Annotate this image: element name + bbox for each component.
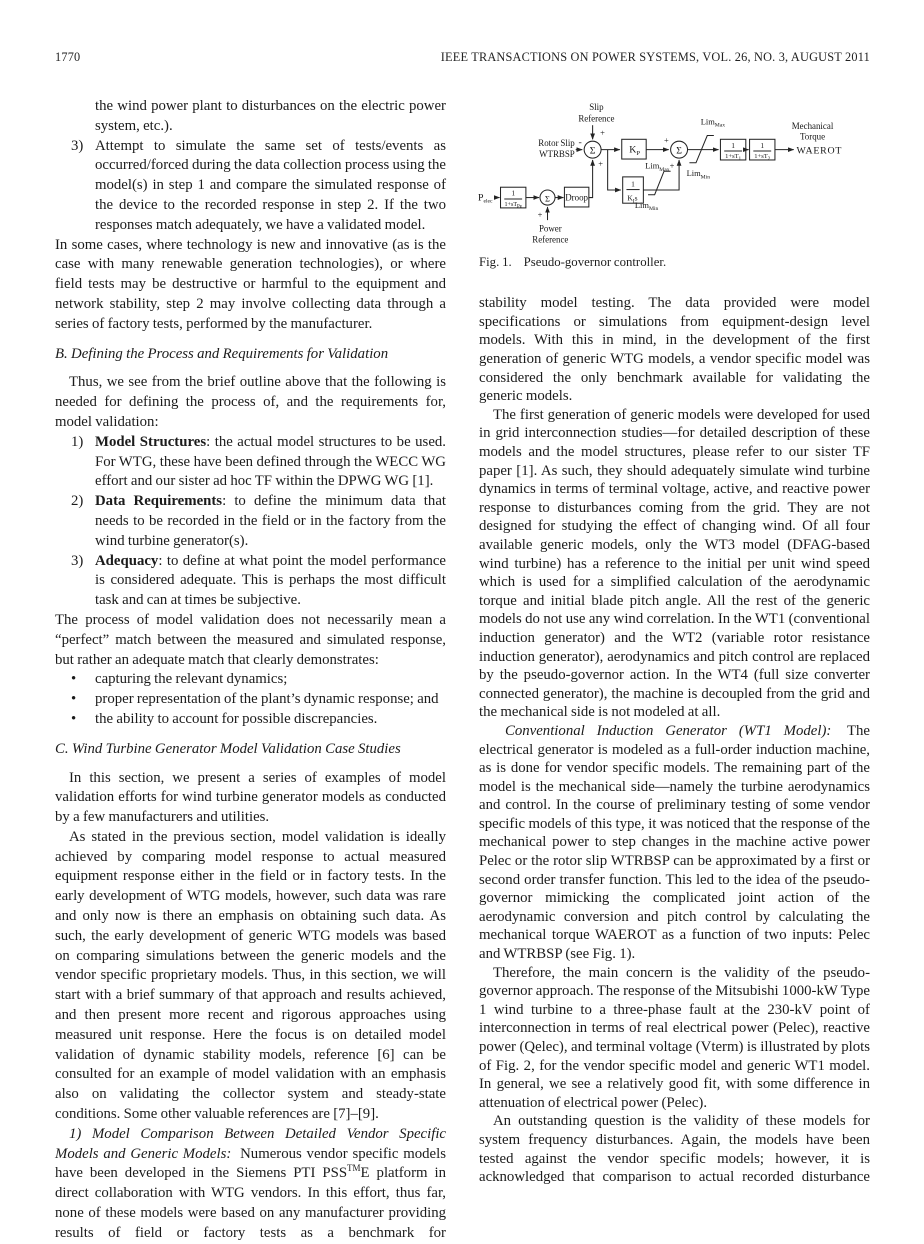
numbered-list-item-1-model-structures bbox=[55, 433, 446, 492]
paragraph-process: The process of model validation does not necessarily mean a “perfect” match between the measured and simulated response, but rather an adequate match that clearly demonstrates: bbox=[55, 611, 446, 668]
svg-text:Torque: Torque bbox=[799, 131, 826, 142]
item-term: Data Requirements bbox=[95, 493, 223, 510]
paragraph-in-this-section: In this section, we present a series of examples of model validation efforts for wind turbine generator models as conducted by a few manufacturers and utilities. bbox=[55, 769, 446, 826]
svg-text:Mechanical: Mechanical bbox=[791, 120, 834, 131]
svg-text:1: 1 bbox=[631, 179, 635, 189]
svg-text:KP: $K_P$ bbox=[629, 144, 641, 157]
svg-text:Σ: Σ bbox=[676, 145, 682, 157]
numbered-list-item-3-adequacy bbox=[55, 552, 446, 611]
paragraph-as-stated: As stated in the previous section, model validation is ideally achieved by comparing model response to actual measured equipment response either in the field or in factory tests. In the early development of WTG models, however, such data was rare and only now is there an emphasis on obtaining such data. As such, the early development of generic WTG models was based on comparing simulations between the generic models and the vendor specific proprietary models. Thus, in this section, we will start with a brief summary of that approach and results achieved, and then present more recent and rigorous approaches using measured unit response. Here the focus is on detailed model validation of dynamic stability models, reference [6] can be consulted for an example of model validation with an emphasis also on validating the collector system and steady-state conditions. Some other valuable references are [7]–[9]. bbox=[55, 828, 446, 1123]
subsection-1-paragraph bbox=[55, 1125, 446, 1244]
item-number: 2) bbox=[71, 493, 84, 510]
svg-text:Pelec: $P_{elec}$ bbox=[477, 192, 493, 205]
numbered-list-item-2-data-requirements bbox=[55, 492, 446, 551]
journal-title: IEEE TRANSACTIONS ON POWER SYSTEMS, VOL. 26, NO. 3, AUGUST 2011 bbox=[440, 50, 870, 64]
bullet-item bbox=[55, 710, 446, 730]
svg-text:1: 1 bbox=[760, 140, 765, 150]
item-number: 3) bbox=[71, 137, 84, 154]
item-text: : to define the minimum data that needs to be recorded in the field or in the factory from the wind turbine generator(s). bbox=[95, 493, 446, 549]
svg-text:1+sT1: $1+sT_1$ bbox=[725, 153, 742, 162]
item-term: Adequacy bbox=[95, 552, 159, 569]
section-heading-c: C. Wind Turbine Generator Model Validation Case Studies bbox=[55, 740, 401, 757]
svg-text:+: + bbox=[598, 158, 604, 169]
svg-text:LimMin: Lim$_{Min}$ bbox=[686, 167, 711, 181]
bullet-item bbox=[55, 690, 446, 710]
svg-text:Droop: Droop bbox=[565, 192, 589, 203]
svg-text:KIs: $K_Is$ bbox=[627, 193, 638, 205]
bullet-text: proper representation of the plant’s dynamic response; and bbox=[95, 691, 439, 708]
subsection-text: E platform in direct collaboration with WTG vendors. In this effort, thus far, none of these models were based on any manufacturer providing results of field or factory tests as a benchmark for bbox=[55, 1165, 446, 1241]
bullet-icon: • bbox=[71, 671, 77, 688]
paragraph-outstanding-question: An outstanding question is the validity of these models for system frequency disturbances. Again, the models have been tested against the vendor specific models; however, it is acknowledged that comparison to actual recorded disturbance bbox=[479, 1113, 870, 1186]
item-text: : to define at what point the model performance is considered adequate. This is perhaps the most difficult task and can at times be subjective. bbox=[95, 552, 446, 609]
paragraph-thus: Thus, we see from the brief outline above that the following is needed for defining the process of, and the requirements for, model validation: bbox=[55, 374, 446, 430]
caption-tag: Fig. 1. bbox=[479, 255, 512, 270]
paragraph-wt1-model bbox=[479, 722, 870, 964]
pelec-input-chain bbox=[478, 187, 539, 209]
bullet-item bbox=[55, 670, 446, 690]
svg-text:Slip: Slip bbox=[589, 102, 604, 113]
bullet-text: the ability to account for possible discrepancies. bbox=[95, 710, 378, 727]
svg-text:Reference: Reference bbox=[578, 113, 615, 124]
item-term: Model Structures bbox=[95, 433, 207, 450]
item-number: 1) bbox=[71, 433, 84, 450]
svg-text:LimMin: Lim$_{Min}$ bbox=[634, 199, 659, 213]
bullet-text: capturing the relevant dynamics; bbox=[95, 671, 288, 688]
left-column bbox=[55, 97, 446, 1244]
page-number: 1770 bbox=[55, 50, 81, 64]
droop-block bbox=[555, 160, 593, 207]
right-column bbox=[479, 97, 870, 1244]
figure-1 bbox=[479, 97, 870, 270]
run-in-heading-wt1: Conventional Induction Generator (WT1 Model): bbox=[505, 722, 832, 739]
item-number: 3) bbox=[71, 552, 84, 569]
svg-text:Σ: Σ bbox=[589, 145, 596, 157]
output-limiter bbox=[687, 116, 726, 180]
lag-block-1 bbox=[720, 139, 748, 161]
fig1-pseudo-governor-diagram bbox=[477, 97, 868, 249]
running-header bbox=[55, 50, 870, 65]
bullet-icon: • bbox=[71, 710, 77, 727]
power-reference-input bbox=[532, 207, 568, 245]
list-item-continuation bbox=[55, 97, 446, 137]
sum-junction-1 bbox=[584, 141, 603, 168]
rotor-slip-input bbox=[538, 137, 582, 159]
mechanical-torque-output bbox=[775, 121, 842, 156]
svg-text:1+sT2: $1+sT_2$ bbox=[754, 153, 771, 162]
svg-text:LimMax: Lim$_{Max}$ bbox=[645, 160, 670, 173]
sum-junction-3 bbox=[671, 141, 688, 158]
numbered-list-item-3 bbox=[55, 137, 446, 236]
svg-text:+: + bbox=[537, 209, 543, 220]
subsection-text: Numerous vendor specific models have been developed in the Siemens PTI PSS bbox=[55, 1145, 446, 1182]
paragraph-stability-model-testing: stability model testing. The data provided were model specifications or simulations from equipment-design level models. With this in mind, in the development of the first generation of generic WTG models, a vendor specific model was considered the only benchmark available for validating the generic models. bbox=[479, 295, 870, 405]
slip-reference-input bbox=[578, 102, 614, 139]
caption-text: Pseudo-governor controller. bbox=[523, 255, 667, 270]
svg-text:-: - bbox=[578, 136, 582, 148]
paragraph-text: the wind power plant to disturbances on the electric power system, etc.). bbox=[95, 98, 446, 134]
svg-text:1: 1 bbox=[731, 140, 735, 150]
two-column-body bbox=[55, 97, 870, 1244]
paragraph-therefore: Therefore, the main concern is the validity of the pseudo-governor approach. The response of the Mitsubishi 1000-kW Type 1 wind turbine to a three-phase fault at the 230-kV point of interconnection in terms of real electrical power (Pelec), reactive power (Qelec), and terminal voltage (Vterm) is illustrated by plots of Fig. 2, for the vendor specific model and generic WT1 model. In general, we see a relatively good fit, with some difference in attenuation of electrical power (Pelec). bbox=[479, 964, 870, 1111]
svg-text:WAEROT: WAEROT bbox=[796, 145, 843, 157]
item-text: : the actual model structures to be used. For WTG, these have been defined through the WECC WG effort and our sister ad hoc TF within the DPWG WG [1]. bbox=[95, 433, 446, 490]
svg-text:+: + bbox=[669, 160, 675, 171]
trademark-superscript: TM bbox=[347, 1163, 361, 1174]
svg-text:Σ: Σ bbox=[545, 193, 550, 204]
svg-text:WTRBSP: WTRBSP bbox=[539, 149, 575, 160]
paragraph-in-some-cases: In some cases, where technology is new and innovative (as is the case with many renewable generation technologies), or where field tests may be destructive or harmful to the equipment and network stability, step 2 may involve collecting data through a series of factory tests, performed by the manufacturer. bbox=[55, 236, 446, 332]
svg-text:Power: Power bbox=[538, 223, 562, 234]
sum-junction-2 bbox=[540, 190, 555, 205]
svg-text:+: + bbox=[600, 127, 605, 138]
bullet-icon: • bbox=[71, 691, 77, 708]
section-heading-b: B. Defining the Process and Requirements for Validation bbox=[55, 345, 389, 362]
paragraph-first-generation: The first generation of generic models were developed for used in grid interconnection studies—for detailed description of these models and the model structures, please refer to our sister TF paper [1]. As such, they should adequately simulate wind turbine dynamics in terms of terminal voltage, active, and reactive power response to disturbances coming from the grid. They are not designed for studying the effect of changing wind. Of all four available generic models, only the WT3 model (DFAG-based wind turbine) has a reference to the initial per unit wind speed which is used for a simplified calculation of the aerodynamic torque and initial blade pitch angle. All the rest of the generic models do not use any wind correlation. In the WT1 (conventional induction generator) and the WT2 (variable rotor resistance induction generator), aerodynamics and pitch control are replaced by the pseudo-governor action. In the WT4 (full size converter connected generator), the machine is decoupled from the grid and the mechanical side is not modeled at all. bbox=[479, 406, 870, 721]
svg-text:Rotor Slip: Rotor Slip bbox=[538, 137, 575, 148]
svg-text:Reference: Reference bbox=[532, 234, 569, 245]
svg-text:1: 1 bbox=[511, 188, 516, 198]
lag-block-2 bbox=[750, 139, 775, 161]
svg-text:1+sTPe: $1+sT_{Pe}$ bbox=[504, 202, 522, 210]
svg-text:+: + bbox=[664, 135, 669, 146]
kp-proportional-block bbox=[601, 135, 669, 159]
svg-text:LimMax: Lim$_{Max}$ bbox=[700, 116, 726, 129]
item-text: Attempt to simulate the same set of tests/events as occurred/forced during the data collection process using the model(s) in step 1 and compare the simulated response of the device to the recorded response in step 2. If the two responses match adequately, we have a validated model. bbox=[95, 137, 446, 233]
subsection-heading-1: 1) Model Comparison Between Detailed Vendor Specific Models and Generic Models: bbox=[55, 1125, 446, 1162]
figure-1-caption bbox=[479, 255, 870, 270]
paragraph-text: The electrical generator is modeled as a full-order induction machine, as is done for vendor specific models. The remaining part of the model is the mechanical side—namely the turbine aerodynamics and control. In the course of preliminary testing of some vendor specific models of this type, it was noticed that the response of the mechanical power to step changes in the machine active power Pelec or the rotor slip WTRBSP can be approximated by a first or second order transfer function. This led to the idea of the pseudo-governor mimicking the complicated joint action of the aerodynamic conversion and pitch control by calculating the mechanical torque WAEROT as a function of two inputs: Pelec and WTRBSP (see Fig. 1). bbox=[479, 722, 870, 963]
